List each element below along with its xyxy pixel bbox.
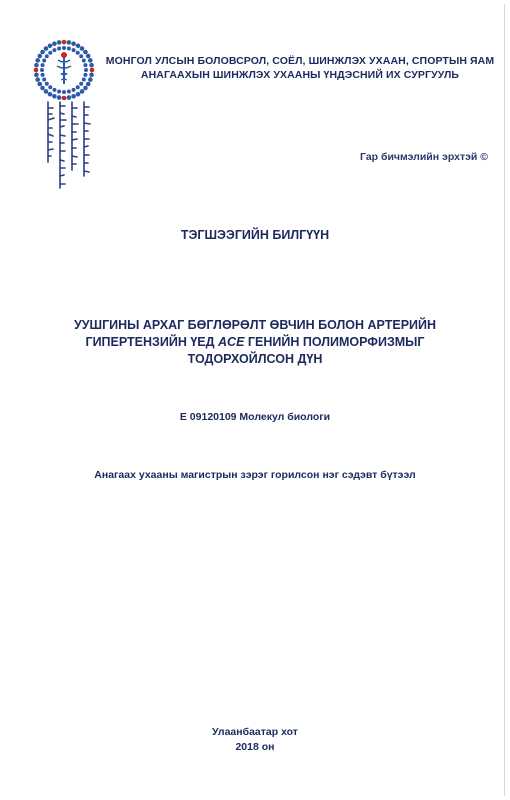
copyright-notice: Гар бичмэлийн эрхтэй ©	[360, 151, 488, 163]
emblem-dot	[67, 89, 71, 93]
emblem-dot	[40, 86, 45, 91]
emblem-dot	[76, 85, 80, 89]
emblem-dot	[62, 46, 66, 50]
emblem-dot	[72, 48, 76, 52]
speciality-code: E 09120109 Молекул биологи	[179, 411, 331, 423]
emblem-dot	[79, 82, 83, 86]
emblem-dot	[42, 78, 46, 82]
city-name: Улаанбаатар хот	[212, 726, 298, 738]
emblem-dot	[34, 73, 39, 78]
emblem-dot	[67, 47, 71, 51]
emblem-dot	[86, 82, 91, 87]
emblem-dot	[40, 50, 45, 55]
emblem-dot	[83, 63, 87, 67]
emblem-dot	[52, 48, 56, 52]
ministry-name: МОНГОЛ УЛСЫН БОЛОВСРОЛ, СОЁЛ, ШИНЖЛЭХ УХААН, СПОРТЫН ЯАМ	[105, 55, 495, 67]
emblem-dot	[71, 41, 76, 46]
emblem-dot	[83, 86, 88, 91]
emblem-dot	[83, 50, 88, 55]
emblem-dot	[48, 85, 52, 89]
emblem-dot	[57, 40, 62, 45]
year: 2018 он	[235, 741, 275, 753]
university-name: АНАГААХЫН ШИНЖЛЭХ УХААНЫ ҮНДЭСНИЙ ИХ СУРГУУЛЬ	[140, 69, 460, 81]
title-line-1: УУШГИНЫ АРХАГ БӨГЛӨРӨЛТ ӨВЧИН БОЛОН АРТЕРИЙН	[73, 318, 437, 332]
mongolian-script-icon	[38, 100, 98, 200]
emblem-dot	[90, 68, 95, 73]
emblem-dot	[82, 78, 86, 82]
emblem-dot	[72, 88, 76, 92]
emblem-dot	[67, 40, 72, 45]
emblem-dot	[35, 58, 40, 63]
title-line-2	[40, 334, 470, 351]
emblem-dot	[62, 90, 66, 94]
emblem-dot	[48, 51, 52, 55]
thesis-title	[40, 317, 470, 368]
title-line-2-end: ГЕНИЙН ПОЛИМОРФИЗМЫГ	[244, 335, 425, 349]
emblem-dot	[57, 89, 61, 93]
emblem-dot	[88, 77, 93, 82]
emblem-dot	[37, 54, 42, 59]
author-name: ТЭГШЭЭГИЙН БИЛГҮҮН	[180, 228, 330, 242]
emblem-dot	[83, 73, 87, 77]
emblem-dot	[52, 88, 56, 92]
emblem-dot	[89, 63, 94, 68]
emblem-dot	[79, 54, 83, 58]
emblem-dot	[76, 51, 80, 55]
emblem-dot	[45, 54, 49, 58]
emblem-dot	[57, 47, 61, 51]
emblem-dot	[48, 92, 53, 97]
title-line-2-start: ГИПЕРТЕНЗИЙН ҮЕД	[85, 335, 219, 349]
emblem-dot	[80, 46, 85, 51]
emblem-dot	[45, 82, 49, 86]
emblem-dot	[86, 54, 91, 59]
emblem-dot	[52, 94, 57, 99]
emblem-dot	[89, 73, 94, 78]
emblem-dot	[48, 43, 53, 48]
emblem-dot	[35, 77, 40, 82]
emblem-dot	[34, 63, 39, 68]
emblem-dot	[62, 40, 67, 45]
degree-statement: Анагаах ухааны магистрын зэрэг горилсон нэг сэдэвт бүтээл	[94, 469, 416, 481]
institution-header	[100, 54, 500, 82]
university-logo-icon	[32, 38, 96, 102]
emblem-dot	[84, 68, 88, 72]
emblem-dot	[37, 82, 42, 87]
emblem-dot	[80, 89, 85, 94]
emblem-dot	[88, 58, 93, 63]
emblem-dot	[44, 89, 49, 94]
emblem-dot	[76, 43, 81, 48]
title-line-3: ТОДОРХОЙЛСОН ДҮН	[187, 352, 323, 366]
emblem-dot	[40, 68, 44, 72]
emblem-dot	[41, 63, 45, 67]
gene-name: ACE	[218, 335, 245, 349]
emblem-dot	[34, 68, 39, 73]
emblem-dot	[71, 94, 76, 99]
emblem-dot	[82, 58, 86, 62]
emblem-dot	[76, 92, 81, 97]
emblem-dot	[41, 73, 45, 77]
emblem-dot	[52, 41, 57, 46]
emblem-dot	[42, 58, 46, 62]
emblem-dot	[44, 46, 49, 51]
